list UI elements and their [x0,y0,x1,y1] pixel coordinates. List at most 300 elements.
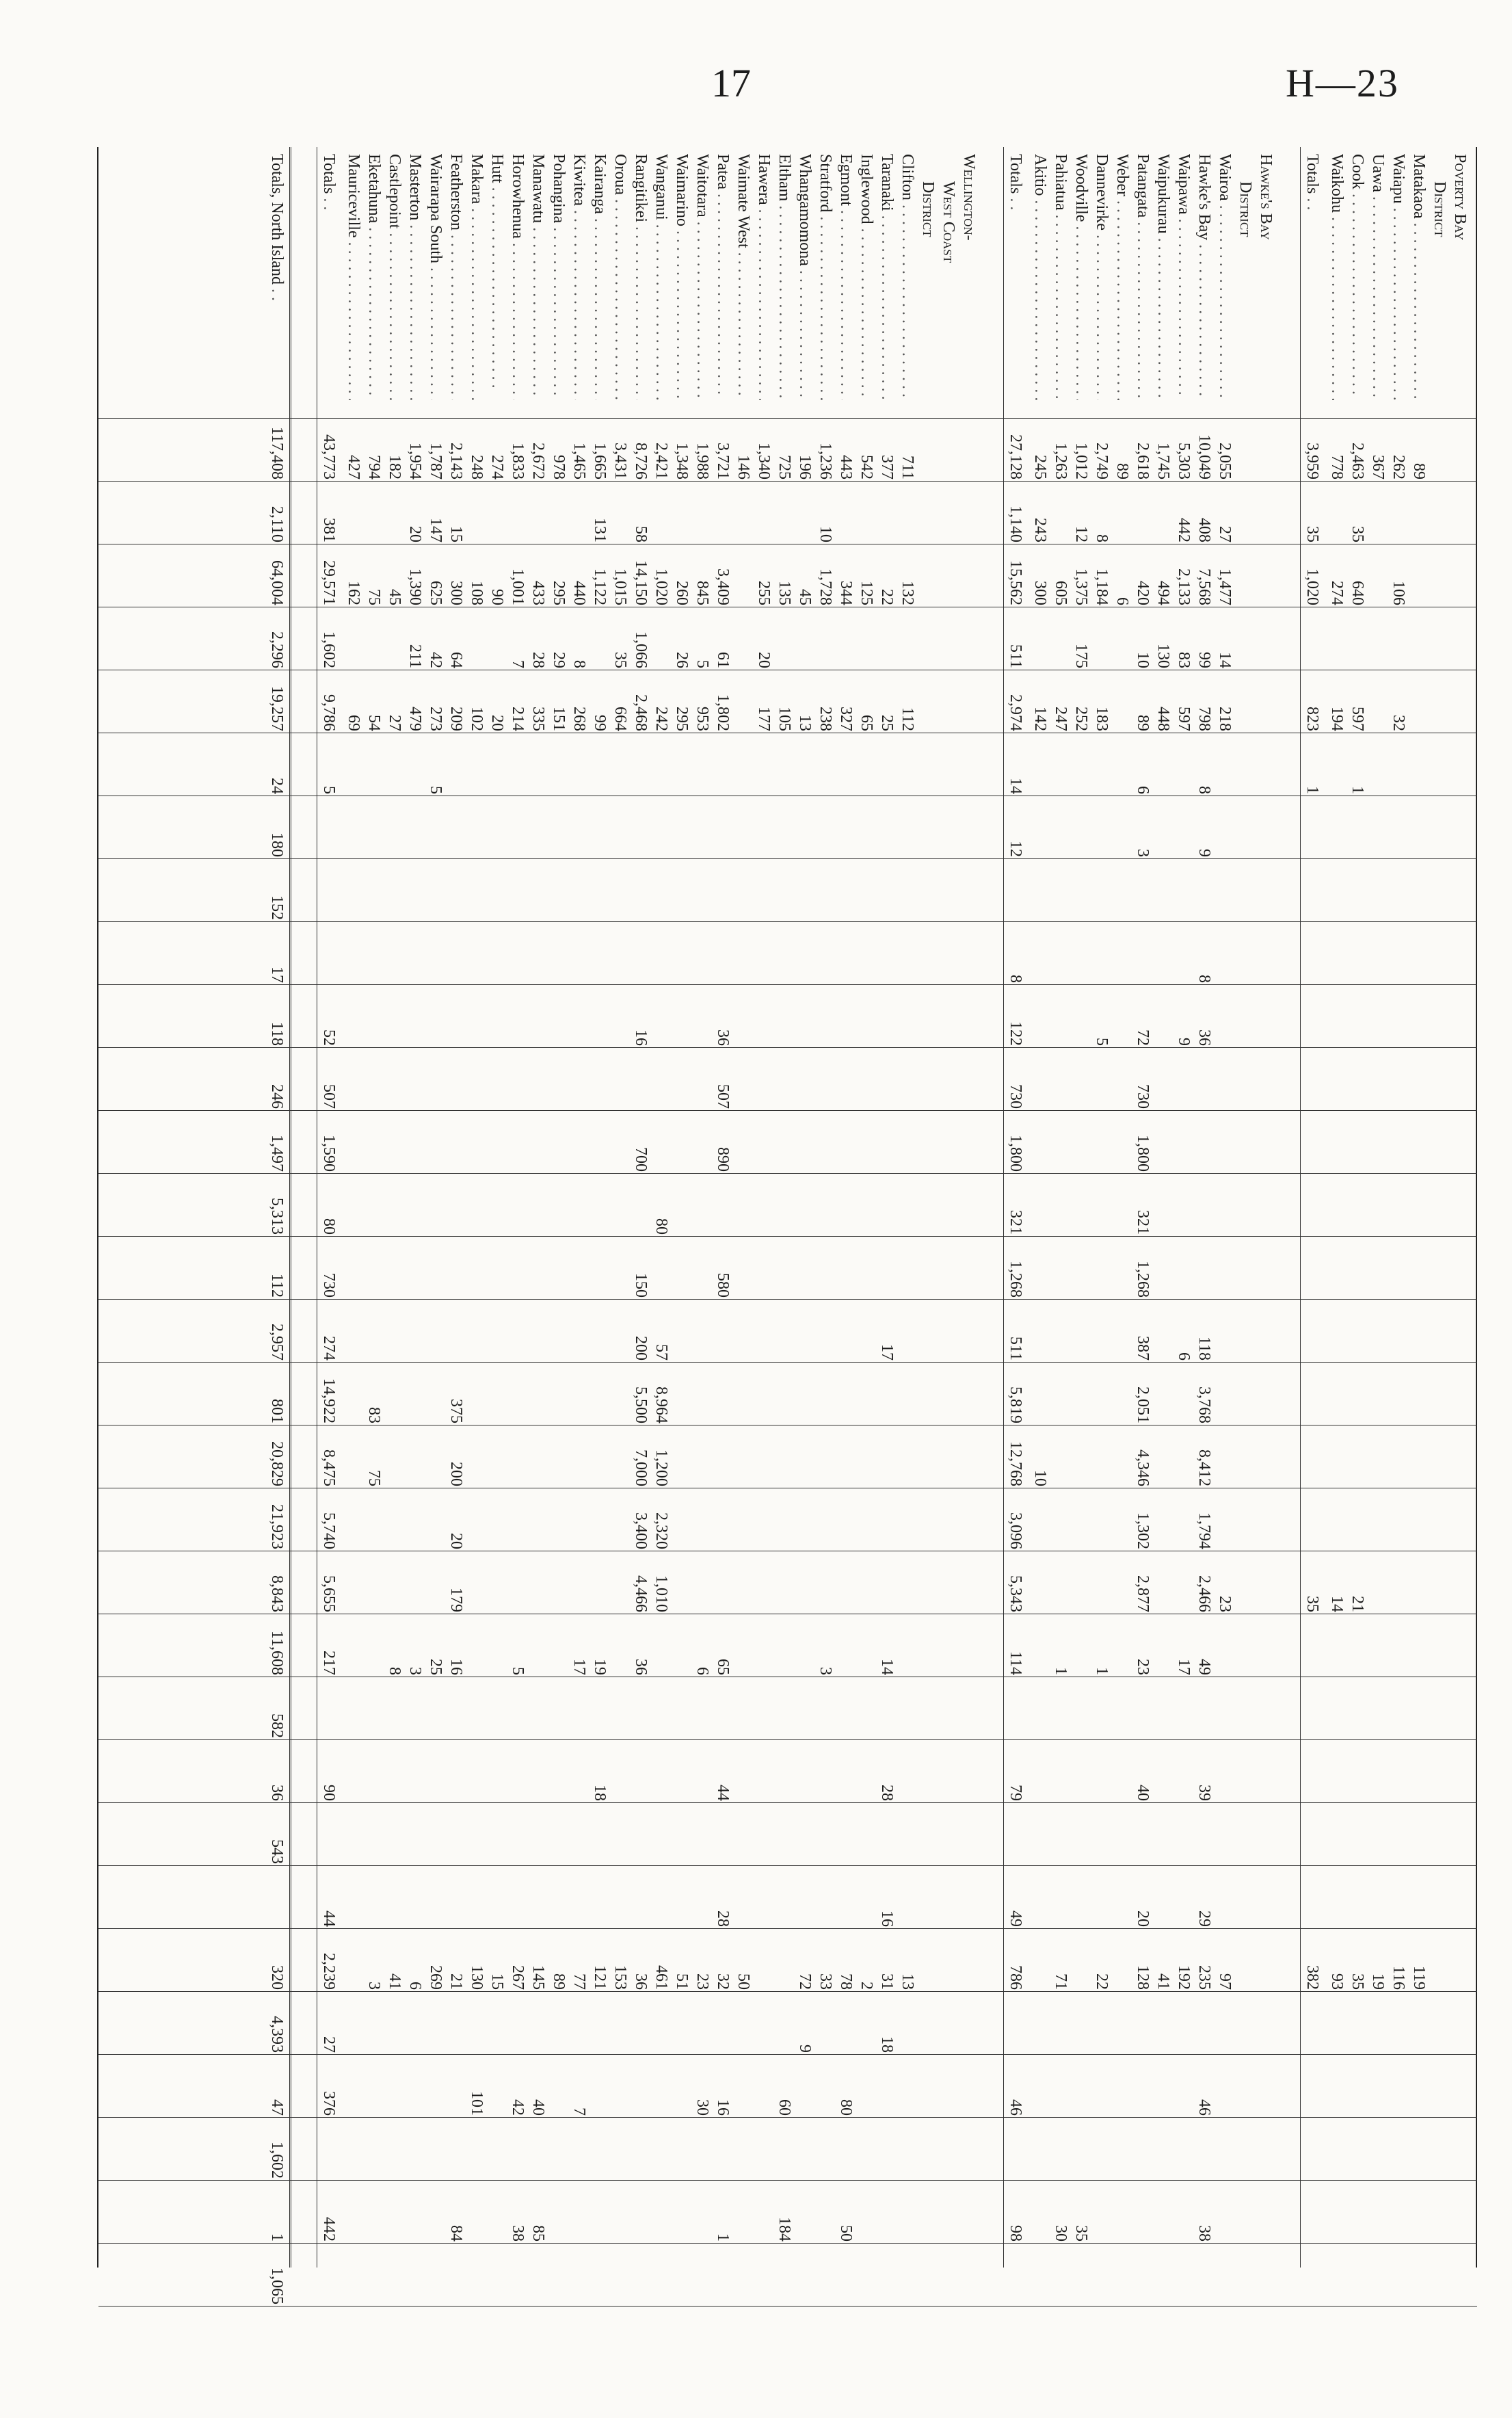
table-cell: 5,740 [320,1512,338,1549]
table-cell: 15 [447,526,465,542]
table-cell: 1,833 [509,443,527,479]
table-cell: 377 [878,455,896,479]
row-name: Waimate West . . . [733,154,754,400]
row-name: Castlepoint . . . [384,154,405,400]
table-cell: 376 [320,2091,338,2116]
table-cell: 381 [320,518,338,542]
table-cell: 798 [1195,707,1213,731]
table-cell: 77 [570,1973,588,1990]
table-cell: 4,393 [268,2016,286,2053]
table-cell: 1,268 [1007,1261,1024,1298]
table-row [1153,147,1173,2268]
table-cell: 45 [386,589,403,605]
table-cell: 142 [1031,707,1049,731]
table-cell: 8 [1195,786,1213,794]
table-cell: 28 [714,1910,732,1927]
table-cell: 150 [632,1273,650,1298]
table-cell: 3,959 [1303,443,1321,479]
table-cell: 35 [611,652,629,668]
table-cell: 3 [817,1667,834,1675]
district-heading: Poverty Bay [1451,154,1469,241]
table-cell: 269 [427,1965,445,1990]
table-cell: 335 [529,707,547,731]
table-cell: 1,497 [268,1135,286,1172]
table-row [610,147,631,2268]
table-row [815,147,836,2268]
table-cell: 1,236 [817,443,834,479]
table-cell: 1,375 [1072,568,1090,605]
table-cell: 145 [529,1965,547,1990]
table-row [672,147,692,2268]
row-name: Patea . . . [713,154,733,400]
table-cell: 420 [1134,581,1152,605]
table-cell: 99 [1195,652,1213,668]
row-name: Manawatu . . . [528,154,548,400]
table-cell: 582 [268,1713,286,1738]
table-cell: 19,257 [268,686,286,731]
table-cell: 39 [1195,1785,1213,1801]
table-cell: 597 [1175,707,1193,731]
table-cell: 112 [899,707,916,731]
table-row [343,147,364,2268]
table-cell: 461 [652,1965,670,1990]
table-cell: 6 [1113,597,1131,605]
table-cell: 36 [632,1973,650,1990]
table-cell: 41 [386,1973,403,1990]
table-cell: 2,055 [1216,443,1234,479]
row-name: Waipawa . . . [1173,154,1194,400]
table-cell: 1,066 [632,631,650,668]
row-rule [1003,147,1004,2268]
table-cell: 1,802 [714,694,732,731]
table-row [1071,147,1091,2268]
table-cell: 12 [1007,841,1024,857]
row-name: Waimarino . . . [672,154,692,400]
table-cell: 23 [1216,1596,1234,1612]
table-cell: 83 [365,1407,383,1423]
table-row [856,147,877,2268]
table-cell: 23 [1134,1659,1152,1675]
table-cell: 2,296 [268,631,286,668]
table-cell: 26 [673,652,691,668]
table-cell: 730 [320,1273,338,1298]
table-cell: 6 [1134,786,1152,794]
table-cell: 118 [1195,1336,1213,1361]
district-heading: District [1431,181,1448,237]
table-cell: 2,618 [1134,443,1152,479]
table-cell: 16 [447,1659,465,1675]
table-cell: 101 [468,2091,486,2116]
table-cell: 183 [1093,707,1111,731]
table-cell: 214 [509,707,527,731]
table-cell: 8 [386,1667,403,1675]
table-row [651,147,672,2268]
table-row [1388,147,1409,2268]
table-cell: 17 [268,967,286,983]
table-cell: 116 [1390,1965,1407,1990]
table-cell: 217 [320,1651,338,1675]
table-cell: 71 [1052,1973,1070,1990]
table-cell: 238 [817,707,834,731]
table-row [1368,147,1388,2268]
table-cell: 640 [1349,581,1366,605]
table-cell: 12 [1072,526,1090,542]
table-cell: 1,800 [1134,1135,1152,1172]
table-cell: 1,015 [611,568,629,605]
table-cell: 3 [365,1982,383,1990]
table-row [1173,147,1194,2268]
row-name: Patangata . . . [1132,154,1153,400]
table-cell: 130 [1154,644,1172,668]
table-cell: 1 [268,2233,286,2242]
table-cell: 27,128 [1007,434,1024,479]
table-cell: 5 [693,660,711,668]
table-cell: 1,020 [652,568,670,605]
table-cell: 625 [427,581,445,605]
table-cell: 153 [611,1965,629,1990]
table-cell: 1,728 [817,568,834,605]
table-cell: 80 [837,2099,855,2116]
table-cell: 20 [447,1533,465,1549]
table-cell: 1,010 [652,1575,670,1612]
table-cell: 114 [1007,1651,1024,1675]
table-cell: 1,602 [320,631,338,668]
table-cell: 3,409 [714,568,732,605]
row-name: Waitotara . . . [692,154,713,400]
table-cell: 3,096 [1007,1512,1024,1549]
table-cell: 119 [1410,1965,1428,1990]
row-name: Whangamomona . . . [795,154,815,400]
table-cell: 246 [268,1084,286,1109]
table-cell: 52 [320,1029,338,1046]
table-cell: 17 [1175,1659,1193,1675]
table-cell: 978 [550,455,568,479]
table-cell: 507 [320,1084,338,1109]
table-cell: 295 [550,581,568,605]
table-cell: 20 [755,652,773,668]
table-cell: 36 [714,1029,732,1046]
table-cell: 32 [1390,715,1407,731]
table-cell: 711 [899,455,916,479]
table-row [877,147,897,2268]
table-cell: 542 [858,455,875,479]
table-cell: 108 [468,581,486,605]
table-row [589,147,610,2268]
table-cell: 72 [796,1973,814,1990]
row-name: Akitio . . . [1030,154,1050,400]
table-cell: 118 [268,1021,286,1046]
table-cell: 273 [427,707,445,731]
table-row [384,147,405,2268]
table-cell: 1 [1349,786,1366,794]
table-cell: 102 [468,707,486,731]
row-name: Dannevirke . . . [1091,154,1112,400]
table-cell: 9 [1175,1038,1193,1046]
table-cell: 15 [488,1973,506,1990]
table-cell: 31 [878,1973,896,1990]
table-cell: 3 [1134,849,1152,857]
table-cell: 8,843 [268,1575,286,1612]
table-cell: 135 [775,581,793,605]
table-cell: 235 [1195,1965,1213,1990]
table-cell: 3,721 [714,443,732,479]
table-cell: 194 [1328,707,1346,731]
row-name: Hawke's Bay . . . [1194,154,1215,400]
table-cell: 5,313 [268,1198,286,1235]
table-cell: 274 [320,1336,338,1361]
table-cell: 1,268 [1134,1261,1152,1298]
table-cell: 1,001 [509,568,527,605]
table-row [425,147,446,2268]
table-cell: 25 [427,1659,445,1675]
table-cell: 2 [858,1982,875,1990]
table-cell: 36 [1195,1029,1213,1046]
table-cell: 93 [1328,1973,1346,1990]
table-cell: 33 [817,1973,834,1990]
table-cell: 252 [1072,707,1090,731]
row-name: Eltham . . . [774,154,795,400]
table-cell: 35 [1303,1596,1321,1612]
table-cell: 268 [570,707,588,731]
table-cell: 35 [1349,526,1366,542]
table-cell: 29 [550,652,568,668]
table-cell: 2,143 [447,443,465,479]
table-cell: 122 [1007,1021,1024,1046]
table-row [446,147,466,2268]
table-cell: 152 [268,895,286,920]
table-cell: 801 [268,1399,286,1423]
row-name: Cook . . . [1347,154,1368,400]
table-cell: 27 [386,715,403,731]
table-cell: 54 [365,715,383,731]
table-cell: 21 [447,1973,465,1990]
table-top-rule [1476,147,1477,2268]
table-cell: 106 [1390,581,1407,605]
table-cell: 19 [1369,1973,1387,1990]
table-cell: 44 [320,1910,338,1927]
table-cell: 2,421 [652,443,670,479]
table-cell: 12,768 [1007,1441,1024,1486]
table-cell: 14 [878,1659,896,1675]
table-row [405,147,425,2268]
table-cell: 700 [632,1147,650,1172]
table-cell: 440 [570,581,588,605]
table-cell: 128 [1134,1965,1152,1990]
table-cell: 300 [447,581,465,605]
table-cell: 35 [1072,2225,1090,2242]
table-row [1347,147,1368,2268]
table-cell: 10,049 [1195,434,1213,479]
table-cell: 46 [1007,2099,1024,2116]
table-row [1112,147,1132,2268]
table-cell: 730 [1007,1084,1024,1109]
table-cell: 36 [268,1785,286,1801]
table-cell: 28 [529,652,547,668]
table-cell: 18 [591,1785,609,1801]
table-cell: 10 [817,526,834,542]
table-cell: 84 [447,2225,465,2242]
table-cell: 2,974 [1007,694,1024,731]
table-cell: 20 [406,526,424,542]
table-cell: 8 [570,660,588,668]
table-row [364,147,384,2268]
table-cell: 1,140 [1007,505,1024,542]
table-cell: 90 [488,589,506,605]
row-name: Pohangina . . . [548,154,569,400]
table-cell: 387 [1134,1336,1152,1361]
row-name: Waipukurau . . . [1153,154,1173,400]
table-cell: 79 [1007,1785,1024,1801]
table-cell: 321 [1007,1210,1024,1235]
table-cell: 72 [1134,1029,1152,1046]
table-cell: 2,320 [652,1512,670,1549]
table-cell: 511 [1007,1336,1024,1361]
table-cell: 146 [734,455,752,479]
row-name: Masterton . . . [405,154,425,400]
table-cell: 38 [1195,2225,1213,2242]
table-cell: 1,200 [652,1449,670,1486]
table-cell: 8 [1093,534,1111,542]
table-cell: 130 [468,1965,486,1990]
table-row [569,147,589,2268]
table-cell: 99 [591,715,609,731]
rotated-table [96,147,1477,2304]
table-cell: 442 [1175,518,1193,542]
table-cell: 260 [673,581,691,605]
district-heading: District [919,181,937,237]
table-cell: 14 [1216,652,1234,668]
table-cell: 5,819 [1007,1387,1024,1423]
table-cell: 179 [447,1588,465,1612]
table-row [487,147,507,2268]
row-name: Kairanga . . . [589,154,610,400]
table-cell: 7,000 [632,1449,650,1486]
row-name: Wanganui . . . [651,154,672,400]
table-cell: 274 [1328,581,1346,605]
table-cell: 6 [1175,1352,1193,1361]
table-cell: 9 [1195,849,1213,857]
table-row [836,147,856,2268]
page-number: 17 [711,61,751,105]
district-heading-row [1429,147,1450,2268]
table-cell: 367 [1369,455,1387,479]
table-cell: 196 [796,455,814,479]
table-cell: 245 [1031,455,1049,479]
table-cell: 80 [320,1218,338,1235]
table-cell: 1,348 [673,443,691,479]
table-cell: 30 [693,2099,711,2116]
table-cell: 1,184 [1093,568,1111,605]
table-cell: 209 [447,707,465,731]
table-cell: 90 [320,1785,338,1801]
table-cell: 184 [775,2217,793,2242]
table-cell: 267 [509,1965,527,1990]
row-name: Uawa . . . [1368,154,1388,400]
table-cell: 6 [693,1667,711,1675]
table-cell: 65 [714,1659,732,1675]
row-name: Totals . . [1302,154,1323,400]
table-cell: 21,923 [268,1504,286,1549]
table-cell: 85 [529,2225,547,2242]
row-name: Totals, North Island . . [267,154,287,400]
table-cell: 511 [1007,644,1024,668]
table-row [897,147,918,2268]
table-cell: 18 [878,2036,896,2053]
table-cell: 97 [1216,1973,1234,1990]
table-cell: 507 [714,1084,732,1109]
table-cell: 10 [1031,1470,1049,1486]
row-rule [1300,147,1301,2268]
row-name: Hawera . . . [754,154,774,400]
table-cell: 2,110 [268,505,286,542]
table-cell: 29 [1195,1910,1213,1927]
table-cell: 778 [1328,455,1346,479]
totals-row [1005,147,1026,2268]
table-cell: 5,655 [320,1575,338,1612]
table-cell: 47 [268,2099,286,2116]
table-cell: 65 [858,715,875,731]
table-cell: 211 [406,644,424,668]
table-cell: 98 [1007,2225,1024,2242]
table-cell: 2,672 [529,443,547,479]
row-name: Kiwitea . . . [569,154,589,400]
table-cell: 21 [1349,1596,1366,1612]
table-cell: 32 [714,1973,732,1990]
table-cell: 375 [447,1399,465,1423]
table-cell: 2,463 [1349,443,1366,479]
table-cell: 64 [447,652,465,668]
table-cell: 78 [837,1973,855,1990]
table-cell: 40 [1134,1785,1152,1801]
table-cell: 442 [320,2217,338,2242]
table-cell: 247 [1052,707,1070,731]
table-cell: 1,390 [406,568,424,605]
table-cell: 3,431 [611,443,629,479]
table-cell: 42 [427,652,445,668]
table-cell: 2,133 [1175,568,1193,605]
table-cell: 14,922 [320,1378,338,1423]
table-cell: 243 [1031,518,1049,542]
table-cell: 2,749 [1093,443,1111,479]
row-name: Taranaki . . . [877,154,897,400]
table-cell: 42 [509,2099,527,2116]
table-cell: 725 [775,455,793,479]
table-cell: 27 [320,2036,338,2053]
table-cell: 448 [1154,707,1172,731]
row-name: Totals . . [1005,154,1026,400]
table-cell: 22 [878,589,896,605]
table-cell: 105 [775,707,793,731]
row-name: Weber . . . [1112,154,1132,400]
row-name: Oroua . . . [610,154,631,400]
table-cell: 6 [406,1982,424,1990]
table-cell: 14,150 [632,560,650,605]
district-heading: District [1236,181,1254,237]
table-cell: 8 [1007,975,1024,983]
table-bottom-rule [97,147,98,2268]
table-cell: 10 [1134,652,1152,668]
table-cell: 25 [878,715,896,731]
table-cell: 7 [509,660,527,668]
table-cell: 479 [406,707,424,731]
table-cell: 494 [1154,581,1172,605]
table-cell: 443 [837,455,855,479]
column-rule [98,2306,1477,2307]
table-cell: 192 [1175,1965,1193,1990]
district-heading-row [938,147,959,2268]
table-cell: 40 [529,2099,547,2116]
table-cell: 8,726 [632,443,650,479]
